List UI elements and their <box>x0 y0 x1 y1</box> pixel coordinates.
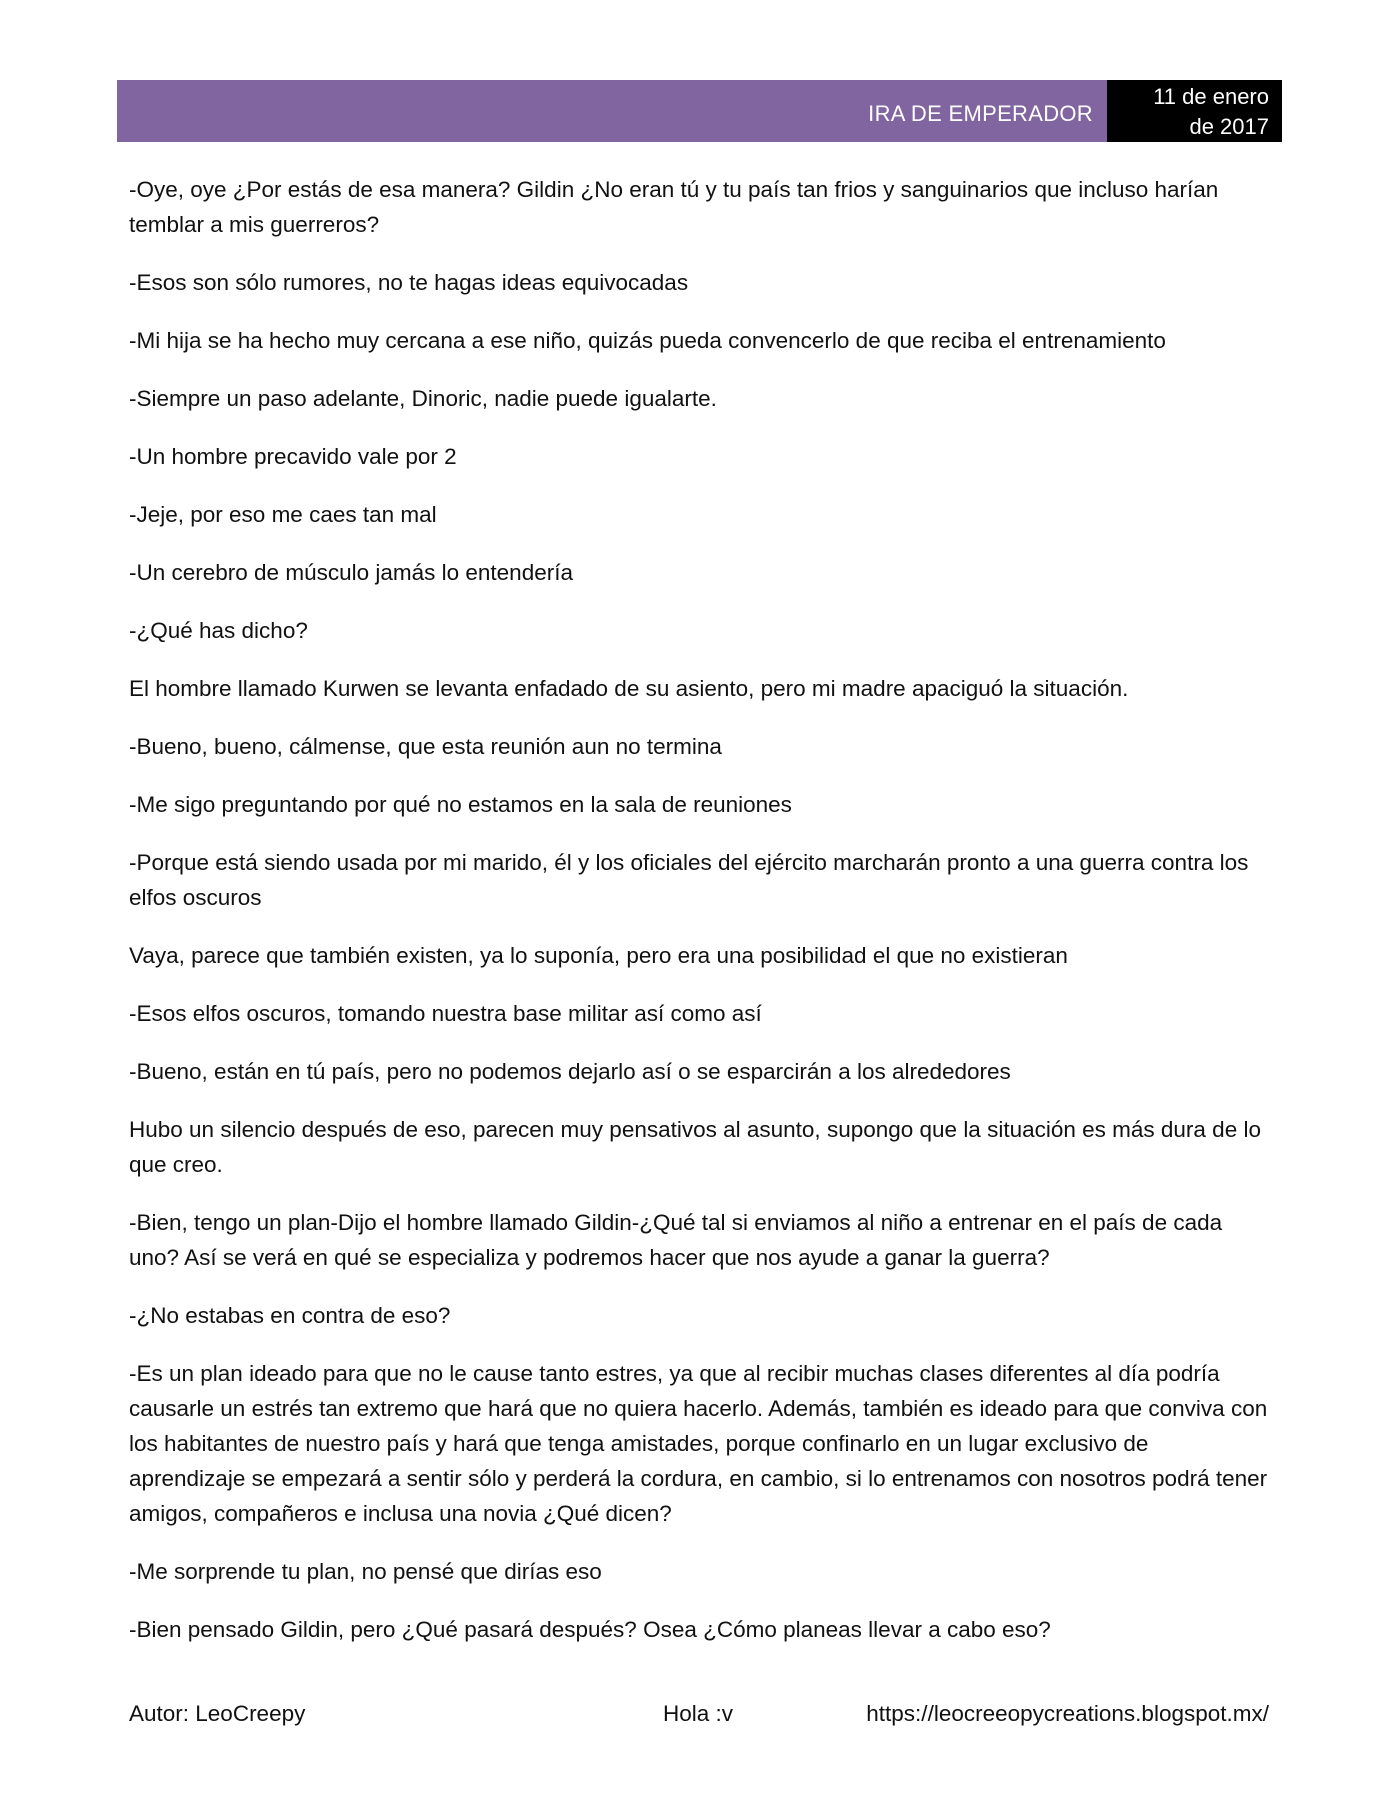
paragraph: -Me sigo preguntando por qué no estamos en la sala de reuniones <box>129 792 792 817</box>
paragraph: -Porque está siendo usada por mi marido, él y los oficiales del ejército marcharán pronto a una guerra contra los elfos oscuros <box>129 850 1249 910</box>
paragraph: -Un cerebro de músculo jamás lo entendería <box>129 560 573 585</box>
paragraph: -Es un plan ideado para que no le cause tanto estres, ya que al recibir muchas clases diferentes al día podría causarle un estrés tan extremo que hará que no quiera hacerlo. Además, también es ideado para que conviva con los habitantes de nuestro país y hará que tenga amistades, porque confinarlo en un lugar exclusivo de aprendizaje se empezará a sentir sólo y perderá la cordura, en cambio, si lo entrenamos con nosotros podrá tener amigos, compañeros e inclusa una novia ¿Qué dicen? <box>129 1361 1268 1526</box>
paragraph: -Bien, tengo un plan-Dijo el hombre llamado Gildin-¿Qué tal si enviamos al niño a entrenar en el país de cada uno? Así se verá en qué se especializa y podremos hacer que nos ayude a ganar la guerra? <box>129 1210 1223 1270</box>
paragraph: -Bueno, bueno, cálmense, que esta reunión aun no termina <box>129 734 722 759</box>
footer-author: Autor: LeoCreepy <box>129 1701 306 1726</box>
paragraph: -Bien pensado Gildin, pero ¿Qué pasará después? Osea ¿Cómo planeas llevar a cabo eso? <box>129 1617 1051 1642</box>
paragraph: -Esos son sólo rumores, no te hagas ideas equivocadas <box>129 270 689 295</box>
paragraph: -Un hombre precavido vale por 2 <box>129 444 457 469</box>
paragraph: Hubo un silencio después de eso, parecen muy pensativos al asunto, supongo que la situación es más dura de lo que creo. <box>129 1117 1261 1177</box>
paragraph: -Jeje, por eso me caes tan mal <box>129 502 437 527</box>
body-text <box>129 172 1269 1670</box>
header-title-bar <box>117 80 1107 142</box>
paragraph: -Mi hija se ha hecho muy cercana a ese niño, quizás pueda convencerlo de que reciba el entrenamiento <box>129 328 1166 353</box>
header-date-box <box>1107 80 1282 142</box>
paragraph: -Bueno, están en tú país, pero no podemos dejarlo así o se esparcirán a los alrededores <box>129 1059 1011 1084</box>
paragraph: -Esos elfos oscuros, tomando nuestra base militar así como así <box>129 1001 762 1026</box>
paragraph: Vaya, parece que también existen, ya lo suponía, pero era una posibilidad el que no existieran <box>129 943 1068 968</box>
paragraph: -Oye, oye ¿Por estás de esa manera? Gildin ¿No eran tú y tu país tan frios y sanguinarios que incluso harían temblar a mis guerreros? <box>129 177 1219 237</box>
header-title: IRA DE EMPERADOR <box>868 101 1093 126</box>
page-footer <box>129 1696 1269 1732</box>
paragraph: -Me sorprende tu plan, no pensé que dirías eso <box>129 1559 602 1584</box>
paragraph: -¿No estabas en contra de eso? <box>129 1303 451 1328</box>
page-header <box>117 80 1282 142</box>
paragraph: -¿Qué has dicho? <box>129 618 308 643</box>
footer-blog-link[interactable]: https://leocreeopycreations.blogspot.mx/ <box>866 1701 1269 1726</box>
header-date-line2: de 2017 <box>1189 114 1269 139</box>
paragraph: El hombre llamado Kurwen se levanta enfadado de su asiento, pero mi madre apaciguó la situación. <box>129 676 1129 701</box>
footer-center-text: Hola :v <box>663 1701 734 1726</box>
paragraph: -Siempre un paso adelante, Dinoric, nadie puede igualarte. <box>129 386 717 411</box>
header-date-line1: 11 de enero <box>1153 84 1269 109</box>
